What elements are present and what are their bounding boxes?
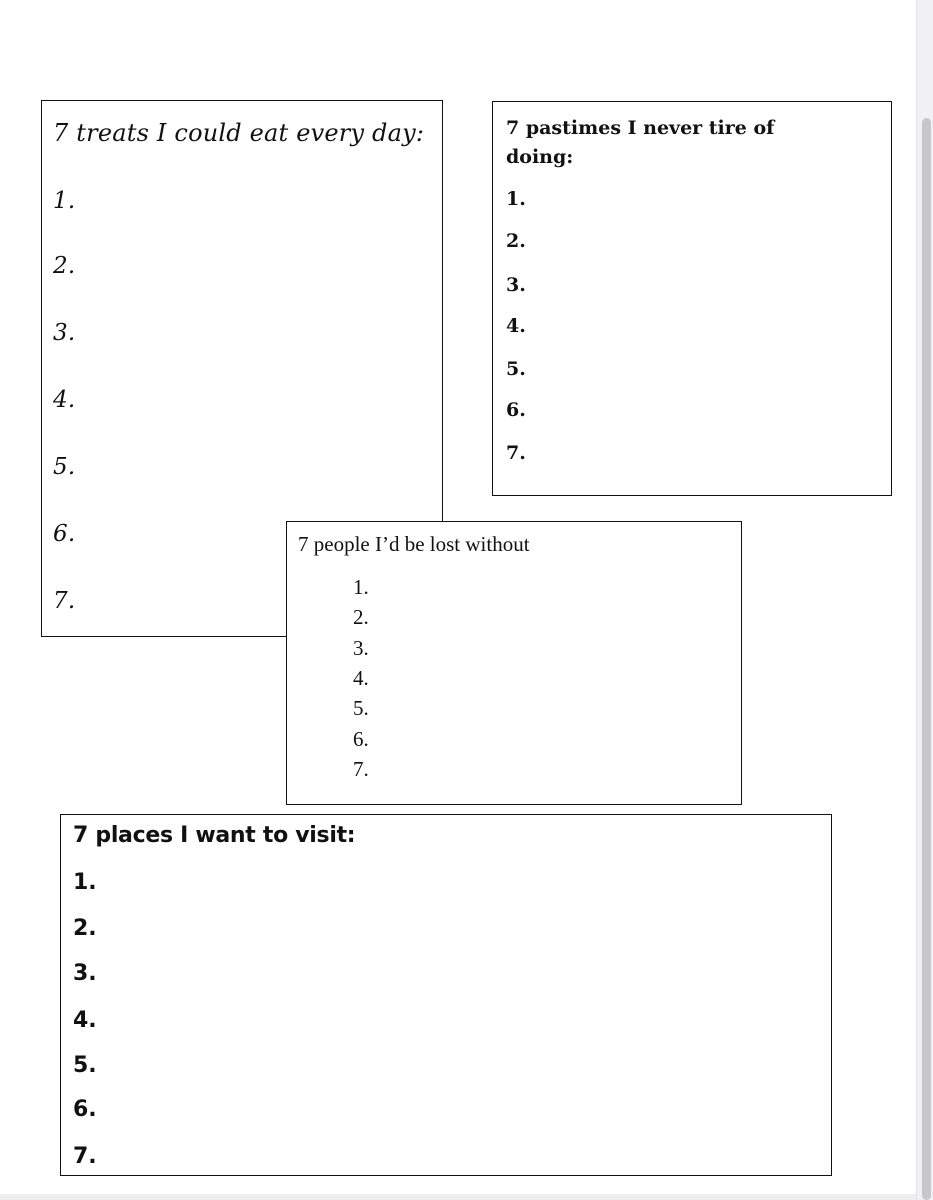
pastimes-item-1: 1. [506,188,526,210]
places-item-1: 1. [73,870,97,895]
pastimes-list-box [492,101,892,496]
page-bottom-edge [0,1194,916,1200]
people-list-title: 7 people I’d be lost without [298,532,530,556]
people-item-6: 6. [353,727,369,751]
treats-item-6: 6. [53,521,76,547]
treats-item-4: 4. [53,387,76,413]
places-item-7: 7. [73,1144,97,1169]
treats-item-5: 5. [53,454,76,480]
pastimes-item-6: 6. [506,399,526,421]
treats-item-3: 3. [53,320,76,346]
places-item-5: 5. [73,1053,97,1078]
treats-item-2: 2. [53,253,76,279]
places-item-3: 3. [73,961,97,986]
treats-item-1: 1. [53,188,76,214]
treats-list-title: 7 treats I could eat every day: [53,119,425,147]
pastimes-item-5: 5. [506,358,526,380]
places-list-title: 7 places I want to visit: [73,823,356,848]
people-item-7: 7. [353,757,369,781]
pastimes-item-7: 7. [506,442,526,464]
treats-item-7: 7. [53,588,76,614]
places-item-6: 6. [73,1097,97,1122]
pastimes-item-3: 3. [506,274,526,296]
places-item-2: 2. [73,916,97,941]
people-item-3: 3. [353,636,369,660]
people-item-5: 5. [353,696,369,720]
places-list-box [60,814,832,1176]
pastimes-list-title: 7 pastimes I never tire of doing: [506,117,775,168]
people-item-4: 4. [353,666,369,690]
pastimes-item-2: 2. [506,230,526,252]
people-item-1: 1. [353,575,369,599]
people-list-box [286,521,742,805]
places-item-4: 4. [73,1008,97,1033]
pastimes-item-4: 4. [506,315,526,337]
vertical-scrollbar-thumb[interactable] [922,118,931,1200]
people-item-2: 2. [353,605,369,629]
